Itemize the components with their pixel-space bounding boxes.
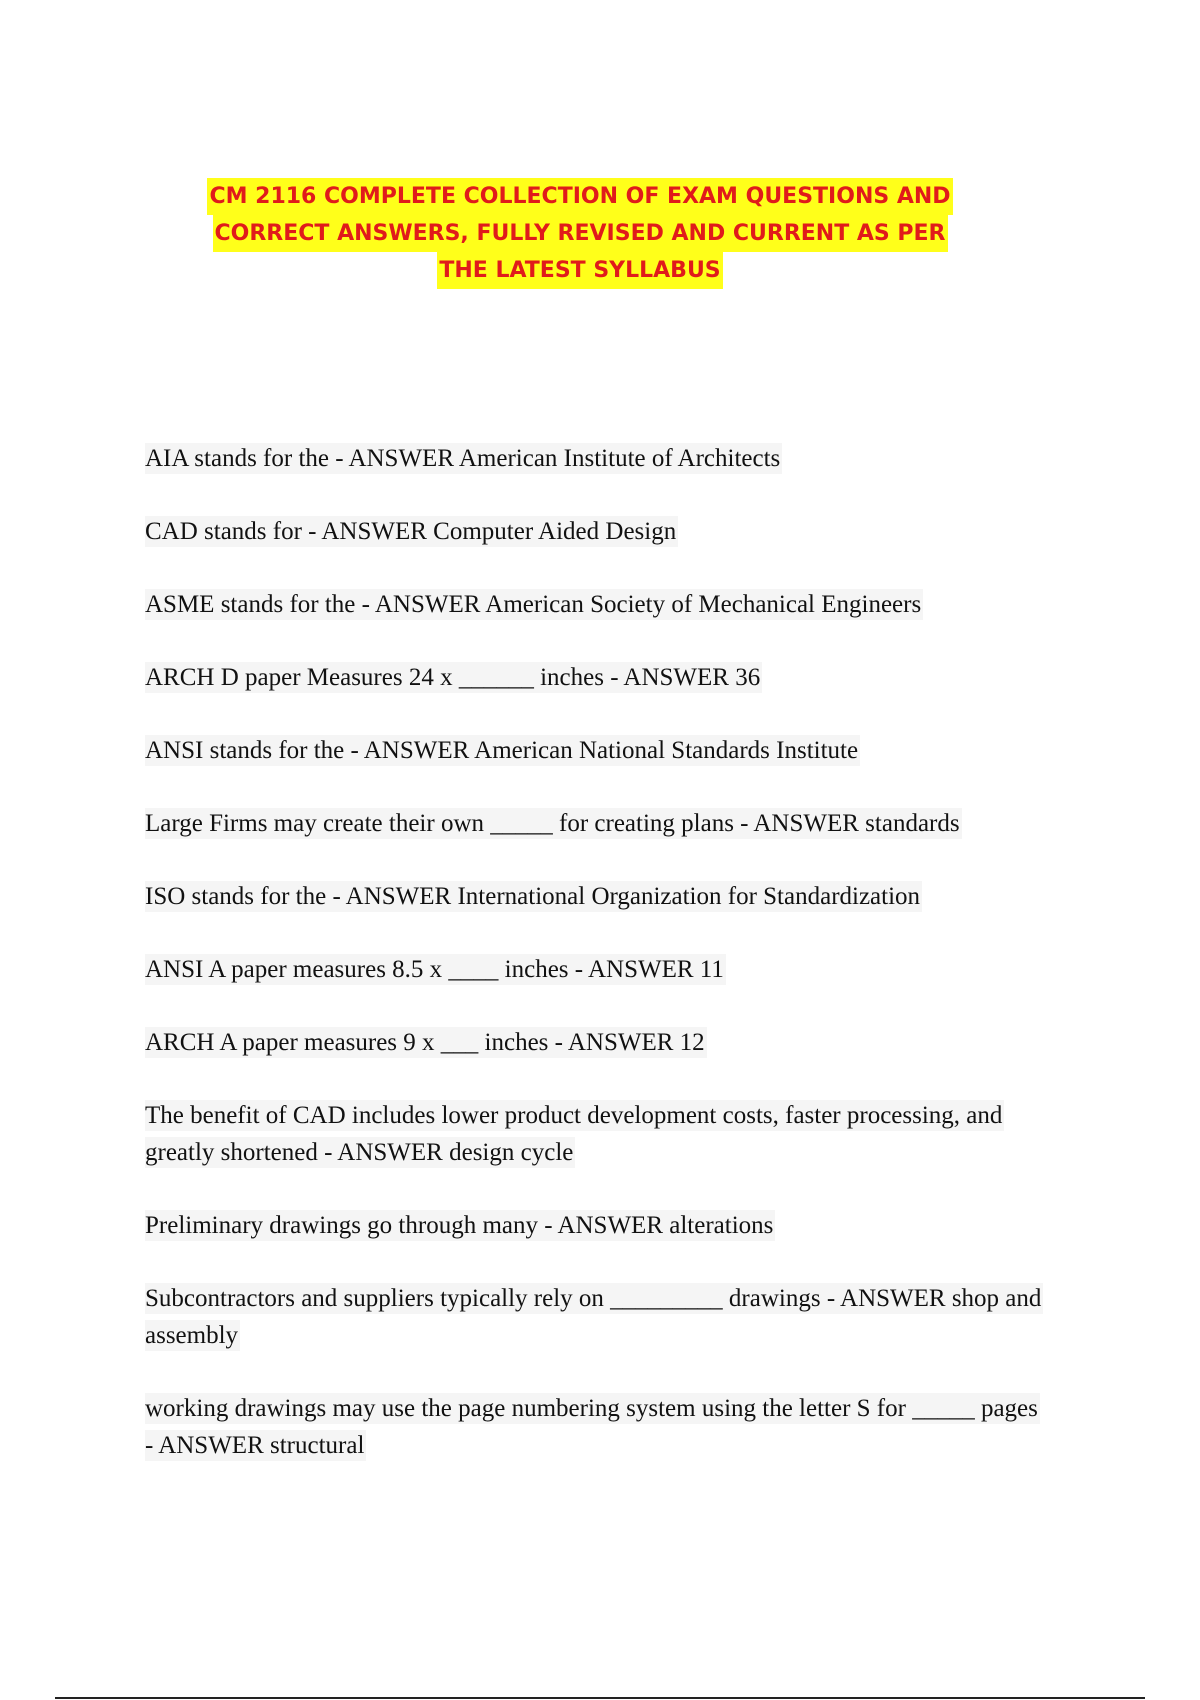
qa-text: CAD stands for - ANSWER Computer Aided Design [145,518,677,545]
title-line-2: CORRECT ANSWERS, FULLY REVISED AND CURRENT AS PER [213,215,948,252]
document-title [0,178,1160,289]
page-bottom-rule [55,1697,1145,1699]
qa-item [145,440,1045,477]
qa-text: Preliminary drawings go through many - ANSWER alterations [145,1212,774,1239]
qa-item [145,1024,1045,1061]
qa-text: ASME stands for the - ANSWER American Society of Mechanical Engineers [145,591,922,618]
qa-text: working drawings may use the page numbering system using the letter S for _____ pages - ANSWER structural [145,1395,1038,1459]
qa-item [145,805,1045,842]
qa-text: Large Firms may create their own _____ for creating plans - ANSWER standards [145,810,960,837]
qa-item [145,1207,1045,1244]
qa-item [145,1097,1045,1171]
qa-list [145,440,1045,1500]
qa-text: ARCH A paper measures 9 x ___ inches - ANSWER 12 [145,1029,705,1056]
qa-text: The benefit of CAD includes lower product development costs, faster processing, and greatly shortened - ANSWER design cycle [145,1102,1003,1166]
qa-text: ARCH D paper Measures 24 x ______ inches - ANSWER 36 [145,664,761,691]
qa-item [145,586,1045,623]
qa-text: ANSI A paper measures 8.5 x ____ inches - ANSWER 11 [145,956,724,983]
qa-item [145,732,1045,769]
qa-item [145,1390,1045,1464]
qa-item [145,659,1045,696]
qa-text: ISO stands for the - ANSWER International Organization for Standardization [145,883,921,910]
qa-text: Subcontractors and suppliers typically rely on _________ drawings - ANSWER shop and assembly [145,1285,1042,1349]
title-line-1: CM 2116 COMPLETE COLLECTION OF EXAM QUESTIONS AND [207,178,952,215]
title-line-3: THE LATEST SYLLABUS [437,252,722,289]
qa-item [145,1280,1045,1354]
qa-item [145,951,1045,988]
qa-text: ANSI stands for the - ANSWER American National Standards Institute [145,737,859,764]
qa-item [145,513,1045,550]
qa-item [145,878,1045,915]
qa-text: AIA stands for the - ANSWER American Institute of Architects [145,445,781,472]
